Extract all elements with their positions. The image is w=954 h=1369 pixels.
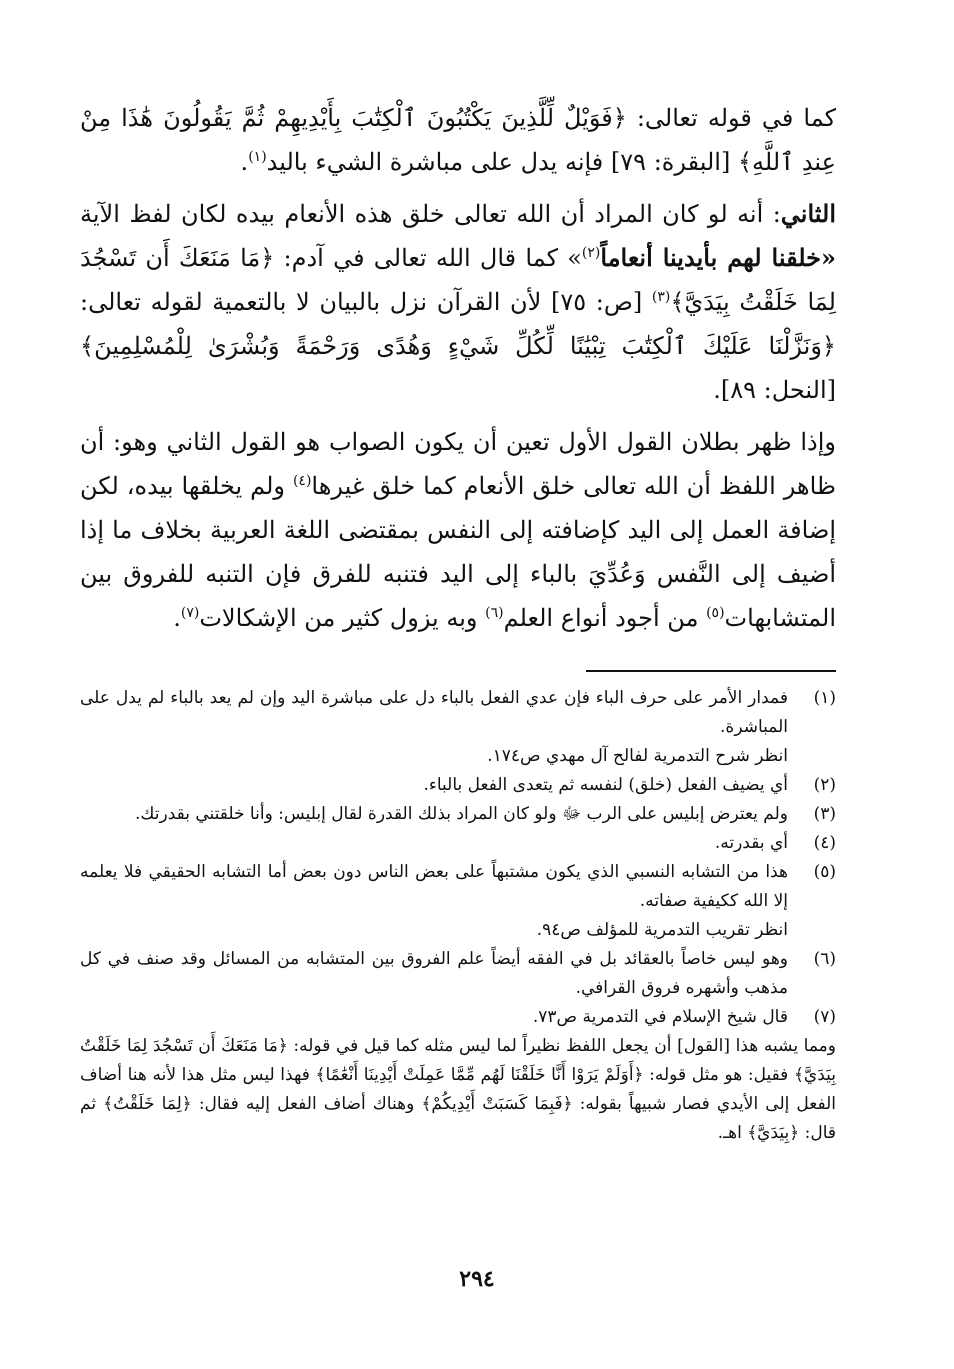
p3-text-b: ولم يخلقها بيده، لكن إضافة العمل إلى اليد كإضافته إلى النفس بمقتضى اللغة العربية بخلاف ما إذا أضيف إلى النَّفس وَعُدِّيَ بالباء إلى اليد فتنبه للفرق فإن التنبه للفروق بين المتشابهات [80,472,836,632]
paragraph-2 [80,192,836,412]
footnote-number: (٢) [813,775,836,795]
p2-text-b: «خلقنا لهم بأيدينا أنعاماً [600,243,836,272]
footnote-ref-3[interactable]: (٣) [651,289,671,305]
p3-text-a: وإذا ظهر بطلان القول الأول تعين أن يكون الصواب هو القول الثاني وهو: أن ظاهر اللفظ أن الله تعالى خلق الأنعام كما خلق غيرها [80,428,837,500]
p1-end: . [240,148,249,176]
p1-text: كما في قوله تعالى: ﴿فَوَيْلٌ لِّلَّذِينَ يَكْتُبُونَ ٱلْكِتَٰبَ بِأَيْدِيهِمْ ثُمَّ يَقُولُونَ هَٰذَا مِنْ عِندِ ٱللَّهِ﴾ [البقرة: ٧٩] فإنه يدل على مباشرة الشيء باليد [80,104,836,176]
footnote-text: قال شيخ الإسلام في التدمرية ص٧٣. [532,1007,788,1027]
page-number: ٢٩٤ [459,1266,495,1292]
footnote-ref-4[interactable]: (٤) [292,473,312,489]
footnote-number: (٣) [813,804,836,824]
footnote-number: (١) [813,688,836,708]
footnote-quote: ومما يشبه هذا [القول] أن يجعل اللفظ نظيراً لما ليس مثله كما قيل في قوله: ﴿مَا مَنَعَكَ أَن تَسْجُدَ لِمَا خَلَقْتُ بِيَدَيَّ﴾ فقيل: هو مثل قوله: ﴿أَوَلَمْ يَرَوْا أَنَّا خَلَقْنَا لَهُم مِّمَّا عَمِلَتْ أَيْدِينَا أَنْعَٰمًا﴾ فهذا ليس مثل هذا لأنه هنا أضاف الفعل إلى الأيدي فصار شبيهاً بقوله: ﴿فَبِمَا كَسَبَتْ أَيْدِيكُمْ﴾ وهناك أضاف الفعل إليه فقال: ﴿لِمَا خَلَقْتُ﴾ ثم قال: ﴿بِيَدَيَّ﴾ اهـ. [80,1036,837,1143]
footnote-ref-2[interactable]: (٢) [581,245,601,261]
footnote-3 [80,800,836,829]
footnote-ref-7[interactable]: (٧) [180,605,200,621]
footnote-text: ولم يعترض إبليس على الرب ﷻ ولو كان المراد بذلك القدرة لقال إبليس: وأنا خلقتني بقدرتك. [135,804,788,824]
footnote-7 [80,1003,836,1032]
p3-text-c: من أجود أنواع العلم [503,604,707,632]
p3-end: . [173,604,181,632]
footnote-number: (٦) [813,949,836,969]
footnote-ref-6[interactable]: (٦) [485,605,504,621]
footnote-4 [80,829,836,858]
footnote-number: (٧) [813,1007,836,1027]
p2-text-c: » كما قال الله تعالى في آدم: ﴿مَا مَنَعَكَ أَن تَسْجُدَ لِمَا خَلَقْتُ بِيَدَيَّ﴾ [80,244,836,316]
paragraph-1 [80,96,836,184]
p2-text-d: [ص: ٧٥] لأن القرآن نزل بالبيان لا بالتعمية لقوله تعالى: ﴿وَنَزَّلْنَا عَلَيْكَ ٱلْكِتَٰبَ تِبْيَٰنًا لِّكُلِّ شَيْءٍ وَهُدًى وَرَحْمَةً وَبُشْرَىٰ لِلْمُسْلِمِينَ﴾ [النحل: ٨٩]. [80,288,836,404]
footnote-1 [80,684,836,771]
paragraph-3 [80,420,836,640]
footnote-text: وهو ليس خاصاً بالعقائد بل في الفقه أيضاً علم الفروق بين المتشابه من المسائل وقد صنف في كل مذهب وأشهره فروق القرافي. [80,949,788,998]
footnote-ref-1[interactable]: (١) [248,149,267,165]
main-text [80,96,836,648]
footnote-5 [80,858,836,945]
p2-lead: الثاني [780,199,836,228]
footnote-6 [80,945,836,1003]
p3-text-d: وبه يزول كثير من الإشكالات [199,604,486,632]
footnotes [80,684,836,1148]
footnote-2 [80,771,836,800]
footnote-text: أي يضيف الفعل (خلق) لنفسه ثم يتعدى الفعل بالباء. [423,775,788,795]
footnote-source: انظر شرح التدمرية لفالح آل مهدي ص١٧٤. [487,746,788,766]
footnote-text: أي بقدرته. [714,833,788,853]
footnote-source: انظر تقريب التدمرية للمؤلف ص٩٤. [536,920,788,940]
footnote-text: فمدار الأمر على حرف الباء فإن عدي الفعل بالباء دل على مباشرة اليد وإن لم يعد بالباء لم يدل على المباشرة. [80,688,788,737]
footnote-number: (٤) [813,833,836,853]
p2-text-a: : أنه لو كان المراد أن الله تعالى خلق هذه الأنعام بيده لكان لفظ الآية [80,200,781,228]
footnote-text: هذا من التشابه النسبي الذي يكون مشتبهاً على بعض الناس دون بعض أما التشابه الحقيقي فلا يعلمه إلا الله ككيفية صفاته. [80,862,788,911]
footnote-number: (٥) [813,862,836,882]
footnote-ref-5[interactable]: (٥) [706,605,725,621]
